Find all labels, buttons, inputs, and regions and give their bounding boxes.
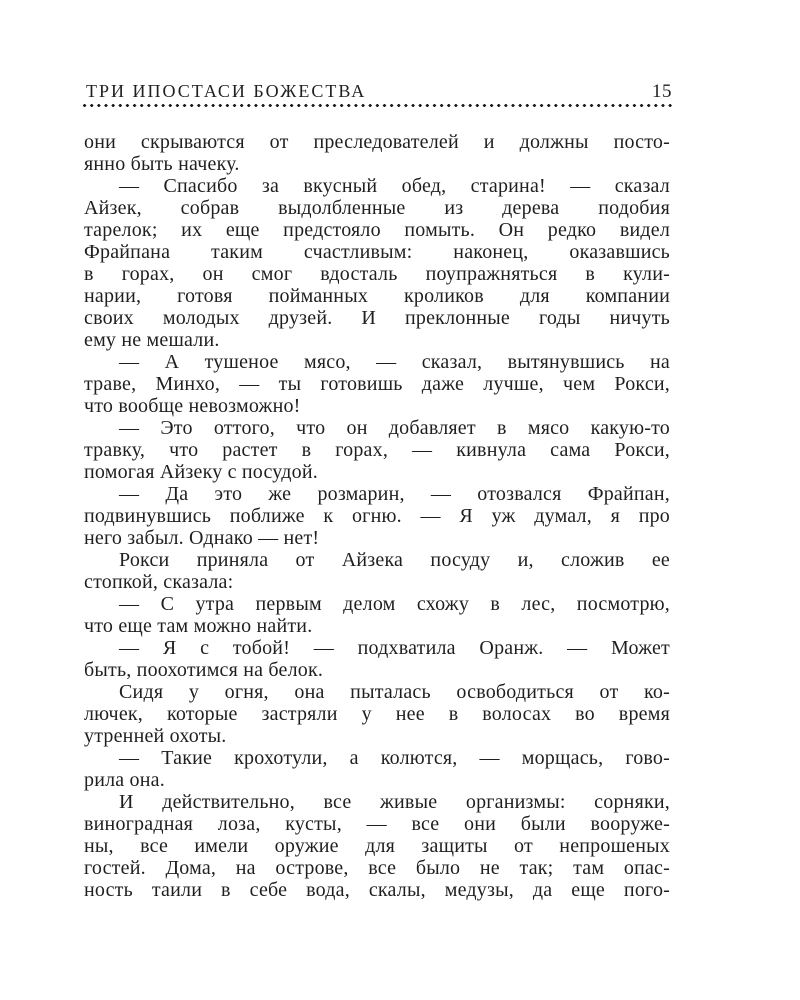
paragraph (84, 681, 670, 747)
text-line: — А тушеное мясо, — сказал, вытянувшись на (119, 351, 670, 373)
page-header (86, 81, 672, 103)
text-line: рила она. (84, 769, 165, 791)
text-line: они скрываются от преследователей и должны посто- (84, 131, 670, 153)
text-line: Фрайпана таким счастливым: наконец, оказавшись (84, 241, 670, 263)
text-line: — Спасибо за вкусный обед, старина! — сказал (119, 175, 670, 197)
text-line: Айзек, собрав выдолбленные из дерева подобия (84, 197, 670, 219)
text-line: лючек, которые застряли у нее в волосах во время (84, 703, 670, 725)
page-number: 15 (652, 81, 672, 102)
text-line: — Да это же розмарин, — отозвался Фрайпан, (119, 483, 670, 505)
text-body (84, 131, 670, 901)
paragraph (84, 417, 670, 483)
paragraph (84, 549, 670, 593)
paragraph (84, 351, 670, 417)
paragraph (84, 593, 670, 637)
paragraph (84, 131, 670, 175)
text-line: виноградная лоза, кусты, — все они были вооруже- (84, 813, 670, 835)
paragraph (84, 791, 670, 901)
text-line: — Такие крохотули, а колются, — морщась, гово- (119, 747, 670, 769)
text-line: тарелок; их еще предстояло помыть. Он редко видел (84, 219, 670, 241)
text-line: что вообще невозможно! (84, 395, 301, 417)
text-line: своих молодых друзей. И преклонные годы ничуть (84, 307, 670, 329)
paragraph (84, 747, 670, 791)
text-line: в горах, он смог вдосталь поупражняться в кули- (84, 263, 670, 285)
text-line: — Это оттого, что он добавляет в мясо какую-то (119, 417, 670, 439)
text-line: — Я с тобой! — подхватила Оранж. — Может (119, 637, 670, 659)
text-line: что еще там можно найти. (84, 615, 313, 637)
paragraph (84, 175, 670, 351)
text-line: подвинувшись поближе к огню. — Я уж думал, я про (84, 505, 670, 527)
text-line: Рокси приняла от Айзека посуду и, сложив ее (119, 549, 670, 571)
text-line: стопкой, сказала: (84, 571, 234, 593)
text-line: утренней охоты. (84, 725, 227, 747)
dotted-rule (81, 103, 673, 108)
text-line: ны, все имели оружие для защиты от непрошеных (84, 835, 670, 857)
text-line: — С утра первым делом схожу в лес, посмотрю, (119, 593, 670, 615)
text-line: ность таили в себе вода, скалы, медузы, да еще пого- (84, 879, 670, 901)
paragraph (84, 637, 670, 681)
text-line: помогая Айзеку с посудой. (84, 461, 318, 483)
text-line: ему не мешали. (84, 329, 220, 351)
text-line: янно быть начеку. (84, 153, 240, 175)
paragraph (84, 483, 670, 549)
text-line: Сидя у огня, она пыталась освободиться от ко- (119, 681, 670, 703)
text-line: траве, Минхо, — ты готовишь даже лучше, чем Рокси, (84, 373, 670, 395)
text-line: него забыл. Однако — нет! (84, 527, 320, 549)
text-line: гостей. Дома, на острове, все было не так; там опас- (84, 857, 670, 879)
text-line: быть, поохотимся на белок. (84, 659, 324, 681)
text-line: травку, что растет в горах, — кивнула сама Рокси, (84, 439, 670, 461)
text-line: нарии, готовя пойманных кроликов для компании (84, 285, 670, 307)
running-title: ТРИ ИПОСТАСИ БОЖЕСТВА (86, 81, 367, 101)
text-line: И действительно, все живые организмы: сорняки, (119, 791, 670, 813)
